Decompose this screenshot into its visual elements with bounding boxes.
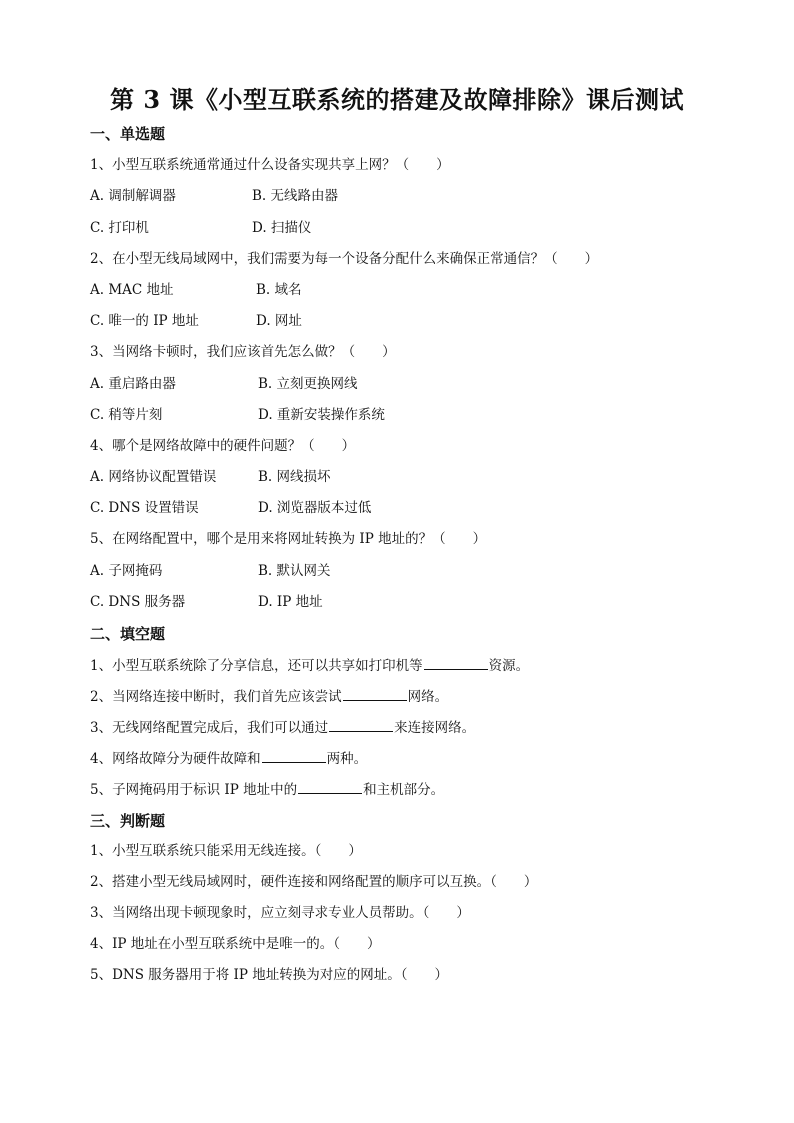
fill-blank-3-text-before: 3、无线网络配置完成后，我们可以通过	[90, 720, 329, 736]
question-3-option-d: D. 重新安装操作系统	[258, 407, 385, 423]
page-title: 第 3 课《小型互联系统的搭建及故障排除》课后测试	[110, 85, 684, 114]
section-heading-true-false: 三、判断题	[90, 812, 166, 830]
fill-blank-4	[90, 748, 367, 768]
question-1-option-d: D. 扫描仪	[252, 220, 312, 236]
question-3-option-b: B. 立刻更换网线	[258, 376, 358, 392]
answer-blank[interactable]	[298, 779, 362, 794]
question-4-option-a: A. 网络协议配置错误	[90, 469, 217, 485]
true-false-1: 1、小型互联系统只能采用无线连接。（ ）	[90, 843, 362, 859]
fill-blank-1	[90, 655, 529, 675]
question-1-option-a: A. 调制解调器	[90, 188, 176, 204]
question-5: 5、在网络配置中，哪个是用来将网址转换为 IP 地址的？（ ）	[90, 531, 487, 547]
fill-blank-5-text-after: 和主机部分。	[363, 782, 445, 798]
fill-blank-2	[90, 686, 448, 706]
question-2-option-a: A. MAC 地址	[90, 282, 174, 298]
fill-blank-5-text-before: 5、子网掩码用于标识 IP 地址中的	[90, 782, 298, 798]
true-false-4: 4、IP 地址在小型互联系统中是唯一的。（ ）	[90, 936, 381, 952]
question-5-option-a: A. 子网掩码	[90, 563, 163, 579]
question-3-option-a: A. 重启路由器	[90, 376, 176, 392]
fill-blank-2-text-before: 2、当网络连接中断时，我们首先应该尝试	[90, 689, 342, 705]
question-2-option-d: D. 网址	[256, 313, 302, 329]
question-4-option-d: D. 浏览器版本过低	[258, 500, 372, 516]
question-2: 2、在小型无线局域网中，我们需要为每一个设备分配什么来确保正常通信？（ ）	[90, 251, 599, 267]
fill-blank-2-text-after: 网络。	[407, 689, 449, 705]
fill-blank-4-text-before: 4、网络故障分为硬件故障和	[90, 751, 261, 767]
fill-blank-5	[90, 779, 444, 799]
true-false-3: 3、当网络出现卡顿现象时，应立刻寻求专业人员帮助。（ ）	[90, 905, 470, 921]
question-1-option-b: B. 无线路由器	[252, 188, 339, 204]
answer-blank[interactable]	[343, 686, 407, 701]
fill-blank-1-text-after: 资源。	[488, 658, 530, 674]
question-5-option-c: C. DNS 服务器	[90, 594, 186, 610]
question-3-option-c: C. 稍等片刻	[90, 407, 163, 423]
question-1: 1、小型互联系统通常通过什么设备实现共享上网？（ ）	[90, 157, 450, 173]
question-1-option-c: C. 打印机	[90, 220, 149, 236]
section-heading-fill-blank: 二、填空题	[90, 625, 166, 643]
question-2-option-b: B. 域名	[256, 282, 302, 298]
question-4-option-b: B. 网线损坏	[258, 469, 331, 485]
fill-blank-3-text-after: 来连接网络。	[394, 720, 476, 736]
question-4: 4、哪个是网络故障中的硬件问题？（ ）	[90, 438, 356, 454]
true-false-2: 2、搭建小型无线局域网时，硬件连接和网络配置的顺序可以互换。（ ）	[90, 874, 538, 890]
true-false-5: 5、DNS 服务器用于将 IP 地址转换为对应的网址。（ ）	[90, 967, 449, 983]
fill-blank-4-text-after: 两种。	[326, 751, 368, 767]
question-2-option-c: C. 唯一的 IP 地址	[90, 313, 199, 329]
question-4-option-c: C. DNS 设置错误	[90, 500, 199, 516]
question-3: 3、当网络卡顿时，我们应该首先怎么做？（ ）	[90, 344, 396, 360]
answer-blank[interactable]	[329, 717, 393, 732]
question-5-option-b: B. 默认网关	[258, 563, 331, 579]
answer-blank[interactable]	[424, 655, 488, 670]
fill-blank-1-text-before: 1、小型互联系统除了分享信息，还可以共享如打印机等	[90, 658, 423, 674]
answer-blank[interactable]	[262, 748, 326, 763]
fill-blank-3	[90, 717, 475, 737]
section-heading-single-choice: 一、单选题	[90, 125, 166, 143]
question-5-option-d: D. IP 地址	[258, 594, 323, 610]
